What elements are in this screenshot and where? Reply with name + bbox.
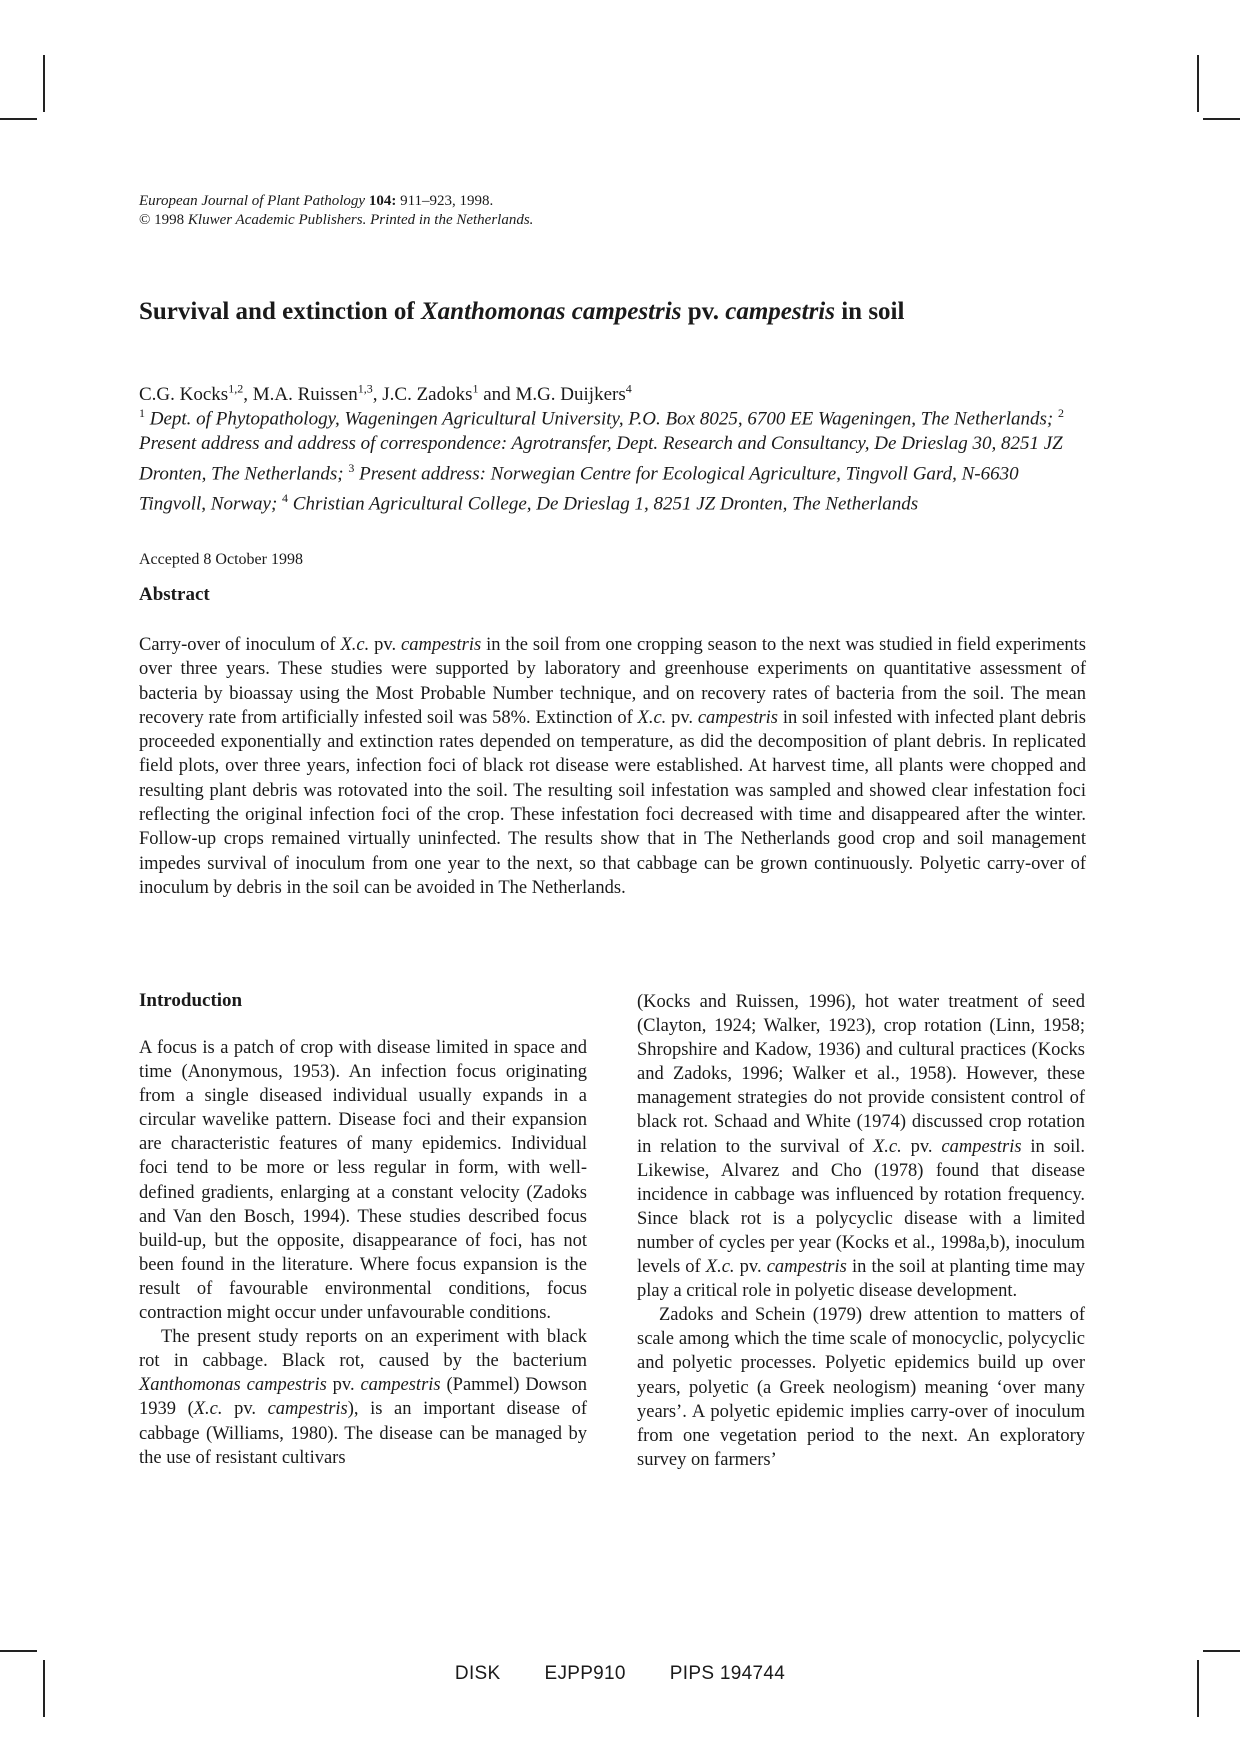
footer-codes bbox=[0, 1663, 1240, 1685]
journal-header bbox=[139, 192, 533, 230]
column-left bbox=[139, 990, 587, 1470]
crop-mark bbox=[1203, 118, 1240, 120]
paragraph: The present study reports on an experiment with black rot in cabbage. Black rot, caused by the bacterium Xanthomonas campestris pv. campestris (Pammel) Dowson 1939 (X.c. pv. campestris), is an important disease of cabbage (Williams, 1980). The disease can be managed by the use of resistant cultivars bbox=[139, 1327, 587, 1468]
paper-title: Survival and extinction of Xanthomonas campestris pv. campestris in soil bbox=[139, 298, 905, 325]
crop-mark bbox=[0, 118, 37, 120]
introduction-heading: Introduction bbox=[139, 990, 243, 1011]
affiliations: $^1$ Dept. of Phytopathology, Wageningen Agricultural University, P.O. Box 8025, 6700 EE Wageningen, The Netherlands; $^2$ Present address and address of correspondence: Agrotransfer, Dept. Research and Consultancy, De Drieslag 30, 8251 JZ Dronten, The Netherlands; $^3$ Present address: Norwegian Centre for Ecological Agriculture, Tingvoll Gard, N-6630 Tingvoll, Norway; $^4$ Christian Agricultural College, De Drieslag 1, 8251 JZ Dronten, The Netherlands bbox=[139, 406, 1064, 515]
footer-code: EJPP910 bbox=[544, 1663, 626, 1684]
paragraph: Zadoks and Schein (1979) drew attention to matters of scale among which the time scale of monocyclic, polycyclic and polyetic processes. Polyetic epidemics build up over years, polyetic (a Greek neologism) meaning ‘over many years’. A polyetic epidemic implies carry-over of inoculum from one vegetation period to the next. An exploratory survey on farmers’ bbox=[637, 1305, 1085, 1470]
crop-mark bbox=[1197, 55, 1199, 112]
author: M.A. Ruissen$^{1,3}$, bbox=[252, 382, 383, 406]
crop-mark bbox=[1203, 1650, 1240, 1652]
paragraph: A focus is a patch of crop with disease limited in space and time (Anonymous, 1953). An infection focus originating from a single diseased individual usually expands in a circular wavelike pattern. Disease foci and their expansion are characteristic features of many epidemics. Individual foci tend to be more or less regular in form, with well-defined gradients, enlarging at a constant velocity (Zadoks and Van den Bosch, 1994). These studies described focus build-up, but the opposite, disappearance of foci, has not been found in the literature. Where focus expansion is the result of favourable environmental conditions, focus contraction might occur under unfavourable conditions. bbox=[139, 1038, 587, 1324]
accepted-date: Accepted 8 October 1998 bbox=[139, 551, 303, 568]
journal-citation: European Journal of Plant Pathology 104: 911–923, 1998. bbox=[139, 193, 494, 209]
author: J.C. Zadoks$^1$ and bbox=[382, 382, 516, 406]
footer-disk: DISK bbox=[454, 1663, 501, 1684]
author: C.G. Kocks$^{1,2}$, bbox=[139, 382, 253, 406]
column-right bbox=[637, 990, 1085, 1472]
abstract-text: Carry-over of inoculum of X.c. pv. campestris in the soil from one cropping season to the next was studied in field experiments over three years. These studies were supported by laboratory and greenhouse experiments on quantitative assessment of bacteria by bioassay using the Most Probable Number technique, and on recovery rates of bacteria from the soil. The mean recovery rate from artificially infested soil was 58%. Extinction of X.c. pv. campestris in soil infested with infected plant debris proceeded exponentially and extinction rates depended on temperature, as did the decomposition of plant debris. In replicated field plots, over three years, infection foci of black rot disease were established. At harvest time, all plants were chopped and resulting plant debris was rotovated into the soil. The resulting soil infestation was sampled and showed clear infestation foci reflecting the original infection foci of the crop. These infestation foci decreased with time and disappeared after the winter. Follow-up crops remained virtually uninfected. The results show that in The Netherlands good crop and soil management impedes survival of inoculum from one year to the next, so that cabbage can be grown continuously. Polyetic carry-over of inoculum by debris in the soil can be avoided in The Netherlands. bbox=[139, 635, 1086, 898]
crop-mark bbox=[43, 55, 45, 112]
crop-mark bbox=[0, 1650, 37, 1652]
paragraph: (Kocks and Ruissen, 1996), hot water treatment of seed (Clayton, 1924; Walker, 1923), crop rotation (Linn, 1958; Shropshire and Kadow, 1936) and cultural practices (Kocks and Zadoks, 1996; Walker et al., 1958). However, these management strategies do not provide consistent control of black rot. Schaad and White (1974) discussed crop rotation in relation to the survival of X.c. pv. campestris in soil. Likewise, Alvarez and Cho (1978) found that disease incidence in cabbage was influenced by rotation frequency. Since black rot is a polycyclic disease with a limited number of cycles per year (Kocks et al., 1998a,b), inoculum levels of X.c. pv. campestris in the soil at planting time may play a critical role in polyetic disease development. bbox=[637, 992, 1086, 1302]
copyright-line: © 1998 Kluwer Academic Publishers. Printed in the Netherlands. bbox=[139, 212, 534, 228]
author: M.G. Duijkers$^4$ bbox=[515, 382, 632, 406]
footer-pips: PIPS 194744 bbox=[669, 1663, 786, 1684]
abstract-heading: Abstract bbox=[139, 584, 210, 605]
